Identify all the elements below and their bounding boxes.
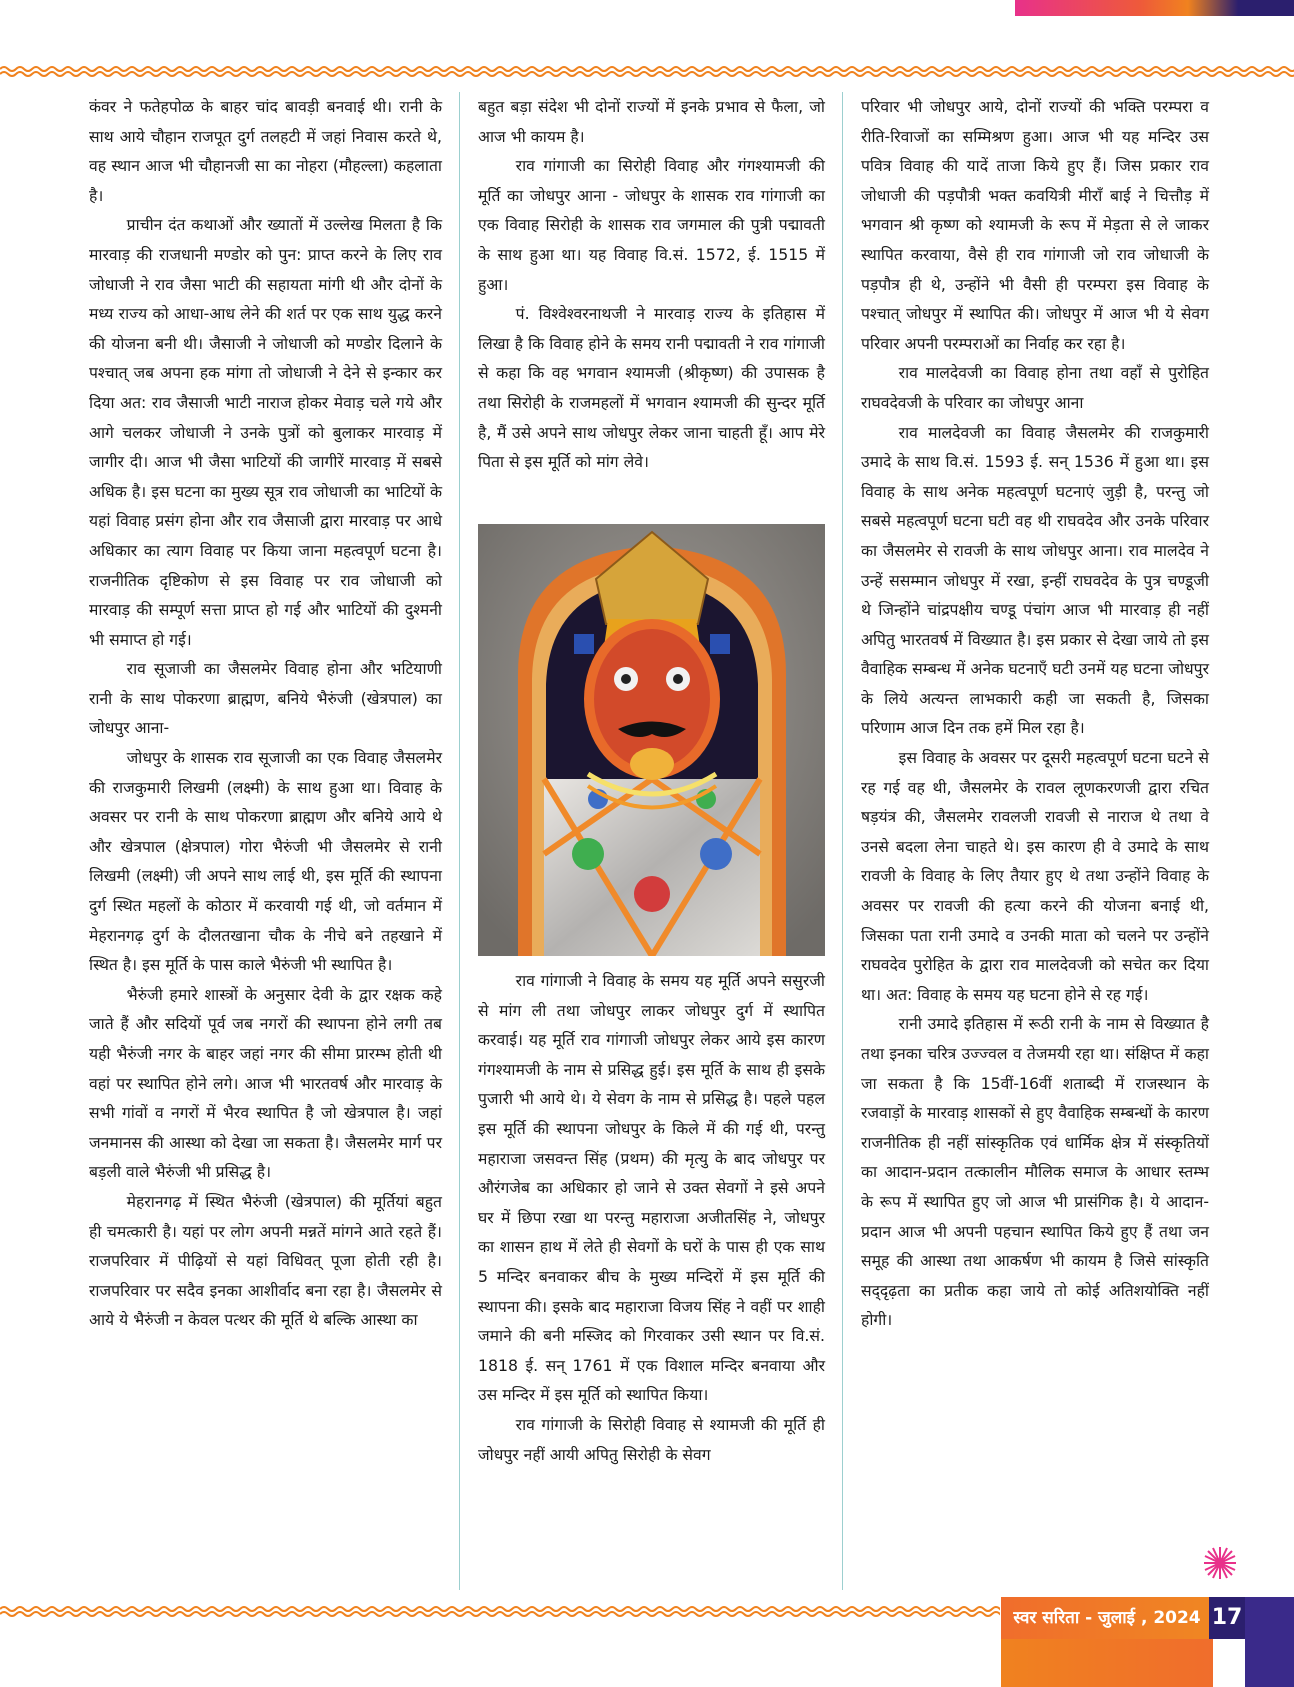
article-column-2-continued	[478, 966, 825, 1469]
article-column-3	[861, 92, 1209, 1335]
idol-photo	[478, 524, 825, 956]
column-divider-2	[842, 92, 843, 1590]
end-of-article-sun-icon	[1202, 1545, 1238, 1581]
paragraph: राव गांगाजी का सिरोही विवाह और गंगश्यामजी की मूर्ति का जोधपुर आना - जोधपुर के शासक राव गांगाजी का एक विवाह सिरोही के शासक राव जगमाल की पुत्री पद्मावती के साथ हुआ था। यह विवाह वि.सं. 1572, ई. 1515 में हुआ।	[478, 156, 825, 294]
paragraph: प्राचीन दंत कथाओं और ख्यातों में उल्लेख मिलता है कि मारवाड़ की राजधानी मण्डोर को पुन: प्राप्त करने के लिए राव जोधाजी ने राव जैसा भाटी की सहायता मांगी थी और दोनों के मध्य राज्य को आधा-आध लेने की शर्त पर एक साथ युद्ध करने की योजना बनी थी। जैसाजी ने जोधाजी को मण्डोर दिलाने के पश्चात् जब अपना हक मांगा तो जोधाजी ने देने से इन्कार कर दिया अत: राव जैसाजी भाटी नाराज होकर मेवाड़ चले गये और आगे चलकर जोधाजी ने उनके पुत्रों को बुलाकर मारवाड़ में जागीर दी। आज भी जैसा भाटियों की जागीरें मारवाड़ में सबसे अधिक है। इस घटना का मुख्य सूत्र राव जोधाजी का भाटियों के यहां विवाह प्रसंग होना और राव जैसाजी द्वारा मारवाड़ पर आधे अधिकार का त्याग विवाह पर किया जाना महत्वपूर्ण घटना है। राजनीतिक दृष्टिकोण से इस विवाह पर राव जोधाजी को मारवाड़ की सम्पूर्ण सत्ता प्राप्त हो गई और भाटियों की दुश्मनी भी समाप्त हो गई।	[89, 215, 442, 649]
paragraph: भैरुंजी हमारे शास्त्रों के अनुसार देवी के द्वार रक्षक कहे जाते हैं और सदियों पूर्व जब नगरों की स्थापना होने लगी तब यही भैरुंजी नगर के बाहर जहां नगर की सीमा प्रारम्भ होती थी वहां पर स्थापित होने लगे। आज भी भारतवर्ष और मारवाड़ के सभी गांवों व नगरों में भैरव स्थापित है जो खेत्रपाल है। जहां जनमानस की आस्था को देखा जा सकता है। जैसलमेर मार्ग पर बड़ली वाले भैरुंजी भी प्रसिद्ध है।	[89, 984, 442, 1182]
paragraph: पं. विश्वेश्वरनाथजी ने मारवाड़ राज्य के इतिहास में लिखा है कि विवाह होने के समय रानी पद्मावती ने राव गांगाजी से कहा कि वह भगवान श्यामजी (श्रीकृष्ण) की उपासक है तथा सिरोही के राजमहलों में भगवान श्यामजी की सुन्दर मूर्ति है, मैं उसे अपने साथ जोधपुर लेकर जाना चाहती हूँ। आप मेरे पिता से इस मूर्ति को मांग लेवे।	[478, 304, 825, 472]
paragraph: रानी उमादे इतिहास में रूठी रानी के नाम से विख्यात है तथा इनका चरित्र उज्ज्वल व तेजमयी रहा था। संक्षिप्त में कहा जा सकता है कि 15वीं-16वीं शताब्दी में राजस्थान के रजवाड़ों के मारवाड़ शासकों से हुए वैवाहिक सम्बन्धों के कारण राजनीतिक ही नहीं सांस्कृतिक एवं धार्मिक क्षेत्र में संस्कृतियों का आदान-प्रदान तत्कालीन मौलिक समाज के आधार स्तम्भ के रूप में स्थापित हुए जो आज भी प्रासंगिक है। ये आदान-प्रदान आज भी अपनी पहचान स्थापित किये हुए हैं तथा जन समूह की आस्था तथा आकर्षण भी कायम है जिसे सांस्कृति सद्‌दृढ़ता का प्रतीक कहा जाये तो कोई अतिशयोक्ति नहीं होगी।	[861, 1014, 1209, 1330]
paragraph: राव गांगाजी के सिरोही विवाह से श्यामजी की मूर्ति ही जोधपुर नहीं आयी अपितु सिरोही के सेवग	[478, 1414, 825, 1464]
footer-band-dark	[1245, 1597, 1294, 1687]
article-column-1	[89, 92, 442, 1335]
paragraph: मेहरानगढ़ में स्थित भैरुंजी (खेत्रपाल) की मूर्तियां बहुत ही चमत्कारी है। यहां पर लोग अपनी मन्नतें मांगने आते रहते हैं। राजपरिवार में पीढ़ियों से यहां विधिवत् पूजा होती रही है। राजपरिवार पर सदैव इनका आशीर्वाद बना रहा है। जैसलमेर से आये ये भैरुंजी न केवल पत्थर की मूर्ति थे बल्कि आस्था का	[89, 1191, 442, 1330]
paragraph: राव सूजाजी का जैसलमेर विवाह होना और भटियाणी रानी के साथ पोकरणा ब्राह्मण, बनिये भैरुंजी (खेत्रपाल) का जोधपुर आना-	[89, 659, 442, 738]
paragraph: बहुत बड़ा संदेश भी दोनों राज्यों में इनके प्रभाव से फैला, जो आज भी कायम है।	[478, 97, 825, 146]
article-column-2	[478, 92, 825, 477]
paragraph: कंवर ने फतेहपोळ के बाहर चांद बावड़ी बनवाई थी। रानी के साथ आये चौहान राजपूत दुर्ग तलहटी में जहां निवास करते थे, वह स्थान आज भी चौहानजी सा का नोहरा (मौहल्ला) कहलाता है।	[89, 97, 442, 205]
paragraph: राव गांगाजी ने विवाह के समय यह मूर्ति अपने ससुरजी से मांग ली तथा जोधपुर लाकर जोधपुर दुर्ग में स्थापित करवाई। यह मूर्ति राव गांगाजी जोधपुर लेकर आये इस कारण गंगश्यामजी के नाम से प्रसिद्ध हुई। इस मूर्ति के साथ ही इसके पुजारी भी आये थे। ये सेवग के नाम से प्रसिद्ध है। पहले पहल इस मूर्ति की स्थापना जोधपुर के किले में की गई थी, परन्तु महाराजा जसवन्त सिंह (प्रथम) की मृत्यु के बाद जोधपुर पर औरंगजेब का अधिकार हो जाने से उक्त सेवगों ने इसे अपने घर में छिपा रखा था परन्तु महाराजा अजीतसिंह ने, जोधपुर का शासन हाथ में लेते ही सेवगों के घरों के पास ही एक साथ 5 मन्दिर बनवाकर बीच के मुख्य मन्दिरों में इस मूर्ति की स्थापना की। इसके बाद महाराजा विजय सिंह ने वहीं पर शाही जमाने की बनी मस्जिद को गिरवाकर उसी स्थान पर वि.सं. 1818 ई. सन् 1761 में एक विशाल मन्दिर बनवाया और उस मन्दिर में इस मूर्ति को स्थापित किया।	[478, 971, 825, 1405]
footer-band	[1001, 1639, 1213, 1687]
paragraph: इस विवाह के अवसर पर दूसरी महत्वपूर्ण घटना घटने से रह गई वह थी, जैसलमेर के रावल लूणकरणजी द्वारा रचित षड़यंत्र की, जैसलमेर रावलजी रावजी से नाराज थे तथा वे उनसे बदला लेना चाहते थे। इस कारण ही वे उमादे के साथ रावजी के विवाह के लिए तैयार हुए थे तथा उन्होंने विवाह के अवसर पर रावजी की हत्या करने की योजना बनाई थी, जिसका पता रानी उमादे व उनकी माता को चलने पर उन्होंने राघवदेव पुरोहित के द्वारा राव मालदेवजी को सचेत कर दिया था। अत: विवाह के समय यह घटना होने से रह गई।	[861, 748, 1209, 1004]
paragraph: जोधपुर के शासक राव सूजाजी का एक विवाह जैसलमेर की राजकुमारी लिखमी (लक्ष्मी) के साथ हुआ था। विवाह के अवसर पर रानी के साथ पोकरणा ब्राह्मण और बनिये आये थे और खेत्रपाल (क्षेत्रपाल) गोरा भैरुंजी भी जैसलमेर से रानी लिखमी (लक्ष्मी) जी अपने साथ लाई थी, इस मूर्ति की स्थापना दुर्ग स्थित महलों के कोठार में करवायी गई थी, जो वर्तमान में मेहरानगढ़ दुर्ग के दौलतखाना चौक के नीचे बने तहखाने में स्थित है। इस मूर्ति के पास काले भैरुंजी भी स्थापित है।	[89, 748, 442, 975]
header-color-bar	[1015, 0, 1294, 16]
column-divider-1	[459, 92, 460, 1590]
decorative-border-top	[0, 62, 1294, 80]
decorative-border-bottom	[0, 1602, 1000, 1620]
page-footer	[1001, 1597, 1294, 1687]
paragraph: परिवार भी जोधपुर आये, दोनों राज्यों की भक्ति परम्परा व रीति-रिवाजों का सम्मिश्रण हुआ। आज भी यह मन्दिर उस पवित्र विवाह की यादें ताजा किये हुए हैं। जिस प्रकार राव जोधाजी की पड़पौत्री भक्त कवयित्री मीराँ बाई ने चित्तौड़ में भगवान श्री कृष्ण को श्यामजी के रूप में मेड़ता से ले जाकर स्थापित करवाया, वैसे ही राव गांगाजी जो राव जोधाजी के पड़पौत्र ही थे, उन्होंने भी वैसी ही परम्परा इस विवाह के पश्चात् जोधपुर में स्थापित की। जोधपुर में आज भी ये सेवग परिवार अपनी परम्पराओं का निर्वाह कर रहा है।	[861, 97, 1209, 353]
paragraph: राव मालदेवजी का विवाह जैसलमेर की राजकुमारी उमादे के साथ वि.सं. 1593 ई. सन् 1536 में हुआ था। इस विवाह के साथ अनेक महत्वपूर्ण घटनाएं जुड़ी है, परन्तु जो सबसे महत्वपूर्ण घटना घटी वह थी राघवदेव और उनके परिवार का जैसलमेर से रावजी के साथ जोधपुर आना। राव मालदेव ने उन्हें ससम्मान जोधपुर में रखा, इन्हीं राघवदेव के पुत्र चण्डूजी थे जिन्होंने चांद्रपक्षीय चण्डू पंचांग आज भी मारवाड़ ही नहीं अपितु भारतवर्ष में विख्यात है। इस प्रकार से देखा जाये तो इस वैवाहिक सम्बन्ध में अनेक घटनाएँ घटी उनमें यह घटना जोधपुर के लिये अत्यन्त लाभकारी कही जा सकती है, जिसका परिणाम आज दिन तक हमें मिल रहा है।	[861, 422, 1209, 738]
paragraph: राव मालदेवजी का विवाह होना तथा वहाँ से पुरोहित राघवदेवजी के परिवार का जोधपुर आना	[861, 363, 1209, 412]
page-number: 17	[1209, 1597, 1245, 1639]
magazine-name: स्वर सरिता - जुलाई , 2024	[1001, 1597, 1213, 1639]
